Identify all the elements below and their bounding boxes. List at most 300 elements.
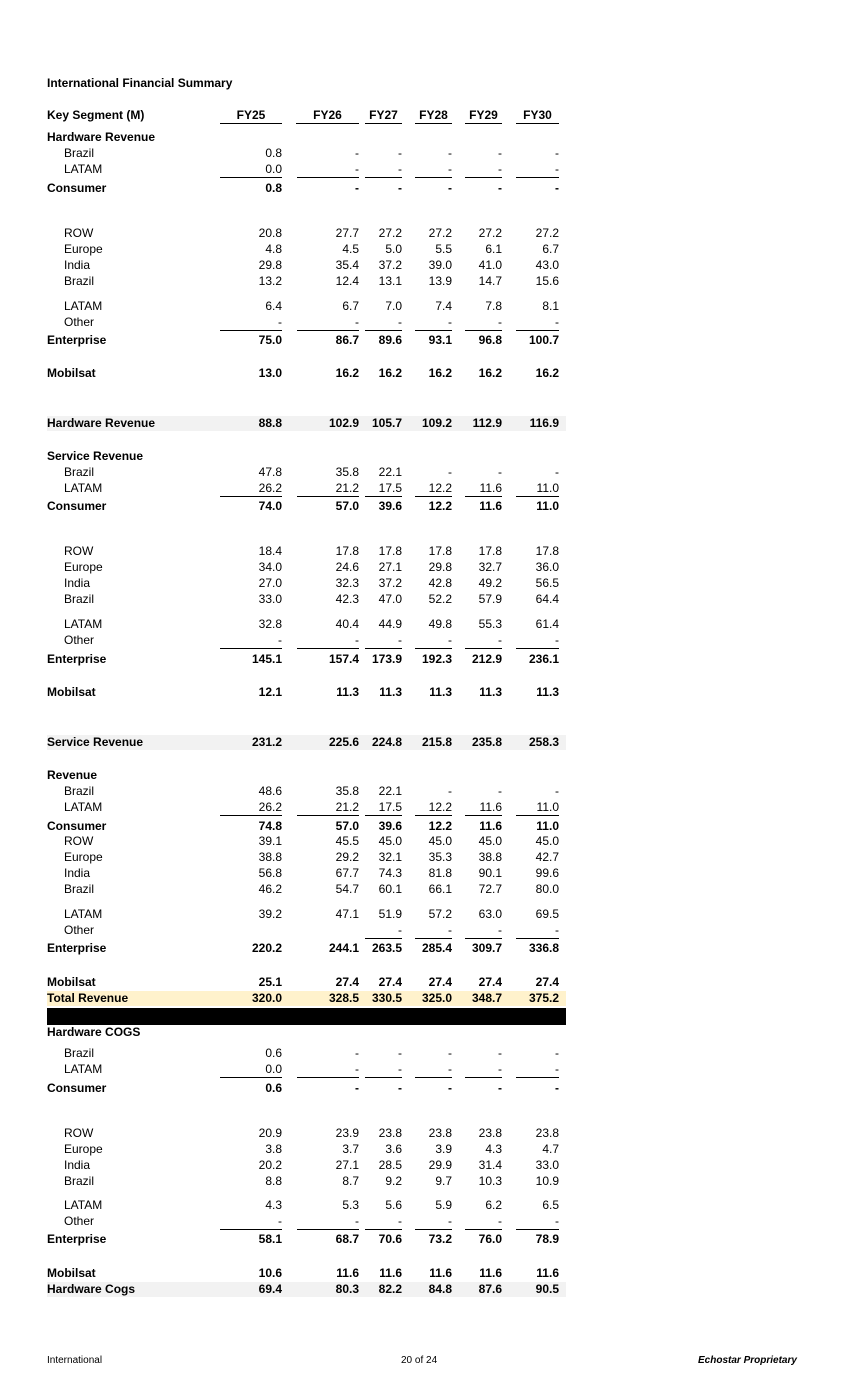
table-row [47,242,566,257]
value-cell: 80.3 [335,1282,359,1296]
value-cell: - [398,181,402,195]
value-cell: 27.1 [335,1158,359,1172]
value-cell: 105.7 [371,416,402,430]
value-cell: - [365,162,402,178]
row-label: Other [64,315,95,329]
value-cell: 35.3 [428,850,452,864]
value-cell: - [355,146,359,160]
value-cell: 5.9 [435,1198,452,1212]
table-row [47,882,566,897]
row-label: ROW [64,834,94,848]
value-cell: 16.2 [428,366,452,380]
row-label: Brazil [64,465,95,479]
year-header: FY28 [415,108,452,124]
value-cell: - [448,181,452,195]
value-cell: 348.7 [471,991,502,1005]
row-label: Consumer [47,1081,107,1095]
value-cell: 47.8 [258,465,282,479]
value-cell: 67.7 [335,866,359,880]
value-cell: 96.8 [478,333,502,347]
value-cell: 285.4 [421,941,452,955]
value-cell: - [220,315,282,331]
value-cell: 57.0 [335,819,359,833]
value-cell: 13.9 [428,274,452,288]
footer-left: International [47,1355,103,1366]
value-cell: - [365,633,402,649]
value-cell: - [355,181,359,195]
value-cell: 27.0 [258,576,282,590]
table-row [47,975,566,990]
value-cell: 6.7 [542,242,559,256]
row-label: India [64,1158,91,1172]
row-label: Hardware Revenue [47,130,156,144]
value-cell: 4.5 [342,242,359,256]
value-cell: 5.6 [385,1198,402,1212]
value-cell: 9.2 [385,1174,402,1188]
value-cell: 29.8 [258,258,282,272]
value-cell: 17.8 [535,544,559,558]
value-cell: 54.7 [335,882,359,896]
value-cell: 0.0 [220,162,282,178]
value-cell: 6.7 [342,299,359,313]
value-cell: 258.3 [528,735,559,749]
value-cell: 11.6 [379,1266,402,1280]
value-cell: 18.4 [258,544,282,558]
value-cell: 45.0 [428,834,452,848]
value-cell: 235.8 [471,735,502,749]
value-cell: 3.9 [435,1142,452,1156]
value-cell: 11.3 [479,685,502,699]
value-cell: 20.9 [258,1126,282,1140]
table-row [47,1142,566,1157]
value-cell: 57.9 [478,592,502,606]
year-header: FY25 [220,108,282,124]
value-cell: - [498,1046,502,1060]
row-label: ROW [64,1126,94,1140]
table-header [47,108,566,123]
value-cell: 27.1 [378,560,402,574]
value-cell: 39.1 [258,834,282,848]
value-cell: 12.2 [428,499,452,513]
value-cell: 9.7 [435,1174,452,1188]
value-cell: 11.6 [479,499,502,513]
value-cell: 27.7 [335,226,359,240]
table-row [47,1126,566,1141]
value-cell: - [465,162,502,178]
value-cell: 81.8 [428,866,452,880]
value-cell: 4.7 [542,1142,559,1156]
value-cell: 75.0 [258,333,282,347]
row-label: Enterprise [47,333,107,347]
value-cell: - [415,162,452,178]
value-cell: 39.6 [378,819,402,833]
value-cell: 12.2 [415,800,452,816]
table-row [47,481,566,496]
table-row [47,274,566,289]
row-label: Service Revenue [47,735,144,749]
value-cell: - [355,1081,359,1095]
value-cell: 4.3 [265,1198,282,1212]
value-cell: 27.4 [335,975,359,989]
value-cell: 24.6 [335,560,359,574]
total-row [47,1282,566,1297]
value-cell: 5.5 [435,242,452,256]
table-row [47,1266,566,1281]
value-cell: - [555,146,559,160]
value-cell: 375.2 [528,991,559,1005]
value-cell: - [555,465,559,479]
table-row [47,592,566,607]
value-cell: 99.6 [535,866,559,880]
header-label: Key Segment (M) [47,108,145,122]
row-label: ROW [64,226,94,240]
value-cell: 12.2 [415,481,452,497]
value-cell: - [297,1062,359,1078]
value-cell: - [297,315,359,331]
value-cell: 89.6 [378,333,402,347]
value-cell: 20.2 [258,1158,282,1172]
value-cell: 45.0 [378,834,402,848]
row-label: Mobilsat [47,1266,96,1280]
value-cell: - [415,1062,452,1078]
value-cell: 14.7 [478,274,502,288]
value-cell: 29.8 [428,560,452,574]
value-cell: 11.6 [465,800,502,816]
table-row [47,685,566,700]
value-cell: 6.1 [485,242,502,256]
row-label: India [64,866,91,880]
row-label: Europe [64,242,103,256]
value-cell: 12.4 [335,274,359,288]
value-cell: 45.0 [535,834,559,848]
row-label: Brazil [64,274,95,288]
value-cell: 215.8 [421,735,452,749]
value-cell: 37.2 [378,258,402,272]
value-cell: 39.0 [428,258,452,272]
table-row [47,544,566,559]
table-row [47,850,566,865]
value-cell: 330.5 [371,991,402,1005]
value-cell: 21.2 [297,481,359,497]
value-cell: 3.8 [265,1142,282,1156]
value-cell: 4.8 [265,242,282,256]
row-label: Hardware Cogs [47,1282,136,1296]
row-label: Brazil [64,146,95,160]
value-cell: 231.2 [251,735,282,749]
value-cell: 6.4 [265,299,282,313]
value-cell: 3.7 [342,1142,359,1156]
value-cell: 39.2 [258,907,282,921]
value-cell: 90.5 [535,1282,559,1296]
row-label: LATAM [64,907,103,921]
value-cell: 74.8 [258,819,282,833]
row-label: Hardware COGS [47,1025,141,1039]
row-label: Mobilsat [47,975,96,989]
value-cell: 57.0 [335,499,359,513]
value-cell: 10.9 [535,1174,559,1188]
value-cell: 47.1 [335,907,359,921]
table-row [47,907,566,922]
value-cell: 35.8 [335,465,359,479]
table-row [47,560,566,575]
value-cell: 58.1 [258,1232,282,1246]
value-cell: - [516,1214,559,1230]
footer-right: Echostar Proprietary [698,1355,797,1366]
value-cell: 11.3 [536,685,559,699]
value-cell: - [415,633,452,649]
value-cell: 13.2 [258,274,282,288]
value-cell: - [297,633,359,649]
value-cell: 336.8 [528,941,559,955]
value-cell: 55.3 [478,617,502,631]
table-row [47,617,566,632]
row-label: Hardware Revenue [47,416,156,430]
row-label: Europe [64,1142,103,1156]
section-heading-row [47,449,566,464]
value-cell: 325.0 [421,991,452,1005]
value-cell: 23.8 [378,1126,402,1140]
value-cell: - [555,1046,559,1060]
value-cell: 60.1 [378,882,402,896]
table-row [47,866,566,881]
value-cell: 63.0 [478,907,502,921]
value-cell: 23.8 [535,1126,559,1140]
table-row [47,784,566,799]
year-header: FY29 [465,108,502,124]
table-row [47,834,566,849]
table-row [47,258,566,273]
value-cell: - [365,1062,402,1078]
table-row [47,162,566,177]
value-cell: 42.8 [428,576,452,590]
value-cell: 27.2 [535,226,559,240]
value-cell: 22.1 [378,784,402,798]
value-cell: 5.0 [385,242,402,256]
value-cell: 4.3 [485,1142,502,1156]
row-label: Europe [64,850,103,864]
value-cell: - [398,146,402,160]
value-cell: 49.8 [428,617,452,631]
value-cell: 320.0 [251,991,282,1005]
value-cell: - [448,146,452,160]
value-cell: 6.5 [542,1198,559,1212]
value-cell: - [516,315,559,331]
value-cell: - [448,1081,452,1095]
value-cell: 64.4 [535,592,559,606]
value-cell: 328.5 [328,991,359,1005]
value-cell: 309.7 [471,941,502,955]
value-cell: 31.4 [478,1158,502,1172]
value-cell: - [365,315,402,331]
value-cell: 0.0 [220,1062,282,1078]
value-cell: - [448,1046,452,1060]
value-cell: 82.2 [378,1282,402,1296]
value-cell: 6.2 [485,1198,502,1212]
value-cell: 224.8 [371,735,402,749]
value-cell: 27.4 [535,975,559,989]
value-cell: 32.3 [335,576,359,590]
value-cell: - [555,1081,559,1095]
value-cell: 11.3 [336,685,359,699]
value-cell: 25.1 [258,975,282,989]
value-cell: 10.3 [478,1174,502,1188]
value-cell: 27.4 [378,975,402,989]
row-label: Service Revenue [47,449,144,463]
value-cell: - [365,1214,402,1230]
row-label: LATAM [64,1062,103,1076]
value-cell: 12.2 [428,819,452,833]
value-cell: - [498,181,502,195]
value-cell: 22.1 [378,465,402,479]
year-header: FY27 [365,108,402,124]
value-cell: 32.7 [478,560,502,574]
value-cell: - [365,923,402,939]
value-cell: 45.0 [478,834,502,848]
value-cell: 11.3 [429,685,452,699]
value-cell: 263.5 [371,941,402,955]
row-label: LATAM [64,800,103,814]
value-cell: 3.6 [385,1142,402,1156]
value-cell: 72.7 [478,882,502,896]
table-row [47,299,566,314]
value-cell: 26.2 [220,481,282,497]
value-cell: 69.5 [535,907,559,921]
value-cell: - [516,633,559,649]
value-cell: 17.8 [428,544,452,558]
value-cell: - [415,315,452,331]
value-cell: 48.6 [258,784,282,798]
value-cell: 11.6 [429,1266,452,1280]
value-cell: 17.8 [335,544,359,558]
value-cell: 32.1 [378,850,402,864]
value-cell: 23.8 [428,1126,452,1140]
section-heading-row [47,1025,566,1040]
section-heading-row [47,130,566,145]
value-cell: 16.2 [378,366,402,380]
total-row [47,991,566,1006]
year-header: FY30 [516,108,559,124]
value-cell: 236.1 [528,652,559,666]
value-cell: - [398,1046,402,1060]
row-label: LATAM [64,481,103,495]
value-cell: 100.7 [528,333,559,347]
value-cell: 112.9 [472,416,502,430]
value-cell: 84.8 [428,1282,452,1296]
value-cell: 10.6 [258,1266,282,1280]
value-cell: - [465,633,502,649]
row-label: Enterprise [47,941,107,955]
total-row [47,416,566,431]
value-cell: - [220,633,282,649]
value-cell: 78.9 [535,1232,559,1246]
value-cell: 46.2 [258,882,282,896]
value-cell: 73.2 [428,1232,452,1246]
row-label: Total Revenue [47,991,129,1005]
table-row [47,366,566,381]
value-cell: 35.8 [335,784,359,798]
value-cell: - [415,1214,452,1230]
value-cell: 116.9 [529,416,559,430]
value-cell: 35.4 [335,258,359,272]
value-cell: - [498,146,502,160]
value-cell: 56.5 [535,576,559,590]
value-cell: 244.1 [328,941,359,955]
row-label: Brazil [64,882,95,896]
row-label: Brazil [64,1046,95,1060]
table-row [47,465,566,480]
value-cell: - [498,465,502,479]
value-cell: 8.1 [542,299,559,313]
value-cell: 38.8 [478,850,502,864]
value-cell: 11.6 [479,819,502,833]
value-cell: 38.8 [258,850,282,864]
row-label: India [64,576,91,590]
value-cell: 17.5 [365,481,402,497]
table-row [47,800,566,815]
value-cell: - [516,1062,559,1078]
value-cell: 173.9 [371,652,402,666]
value-cell: 7.4 [435,299,452,313]
table-row [47,1214,566,1229]
document-title: International Financial Summary [47,76,233,90]
table-row [47,633,566,648]
value-cell: 74.0 [258,499,282,513]
total-row [47,735,566,750]
table-row [47,1232,566,1247]
value-cell: - [297,1214,359,1230]
value-cell: 33.0 [258,592,282,606]
value-cell: 27.2 [478,226,502,240]
value-cell: 17.8 [478,544,502,558]
row-label: Other [64,633,95,647]
value-cell: 27.2 [428,226,452,240]
value-cell: - [465,923,502,939]
row-label: Europe [64,560,103,574]
value-cell: 27.4 [428,975,452,989]
value-cell: 16.2 [535,366,559,380]
value-cell: 27.2 [378,226,402,240]
value-cell: 28.5 [378,1158,402,1172]
row-label: Brazil [64,784,95,798]
value-cell: - [220,1214,282,1230]
value-cell: 90.1 [478,866,502,880]
value-cell: - [516,162,559,178]
value-cell: 45.5 [335,834,359,848]
row-label: Enterprise [47,1232,107,1246]
row-label: LATAM [64,617,103,631]
value-cell: - [465,1214,502,1230]
section-heading-row [47,768,566,783]
value-cell: - [465,315,502,331]
value-cell: 8.7 [342,1174,359,1188]
footer-page-number: 20 of 24 [401,1355,438,1366]
table-row [47,315,566,330]
value-cell: 43.0 [535,258,559,272]
row-label: Mobilsat [47,366,96,380]
value-cell: 16.2 [335,366,359,380]
value-cell: 26.2 [220,800,282,816]
value-cell: 27.4 [478,975,502,989]
value-cell: 87.6 [478,1282,502,1296]
row-label: Enterprise [47,652,107,666]
row-label: Brazil [64,1174,95,1188]
row-label: Consumer [47,181,107,195]
table-row [47,1174,566,1189]
year-header: FY26 [296,108,359,124]
value-cell: 13.0 [258,366,282,380]
table-row [47,576,566,591]
value-cell: - [498,784,502,798]
